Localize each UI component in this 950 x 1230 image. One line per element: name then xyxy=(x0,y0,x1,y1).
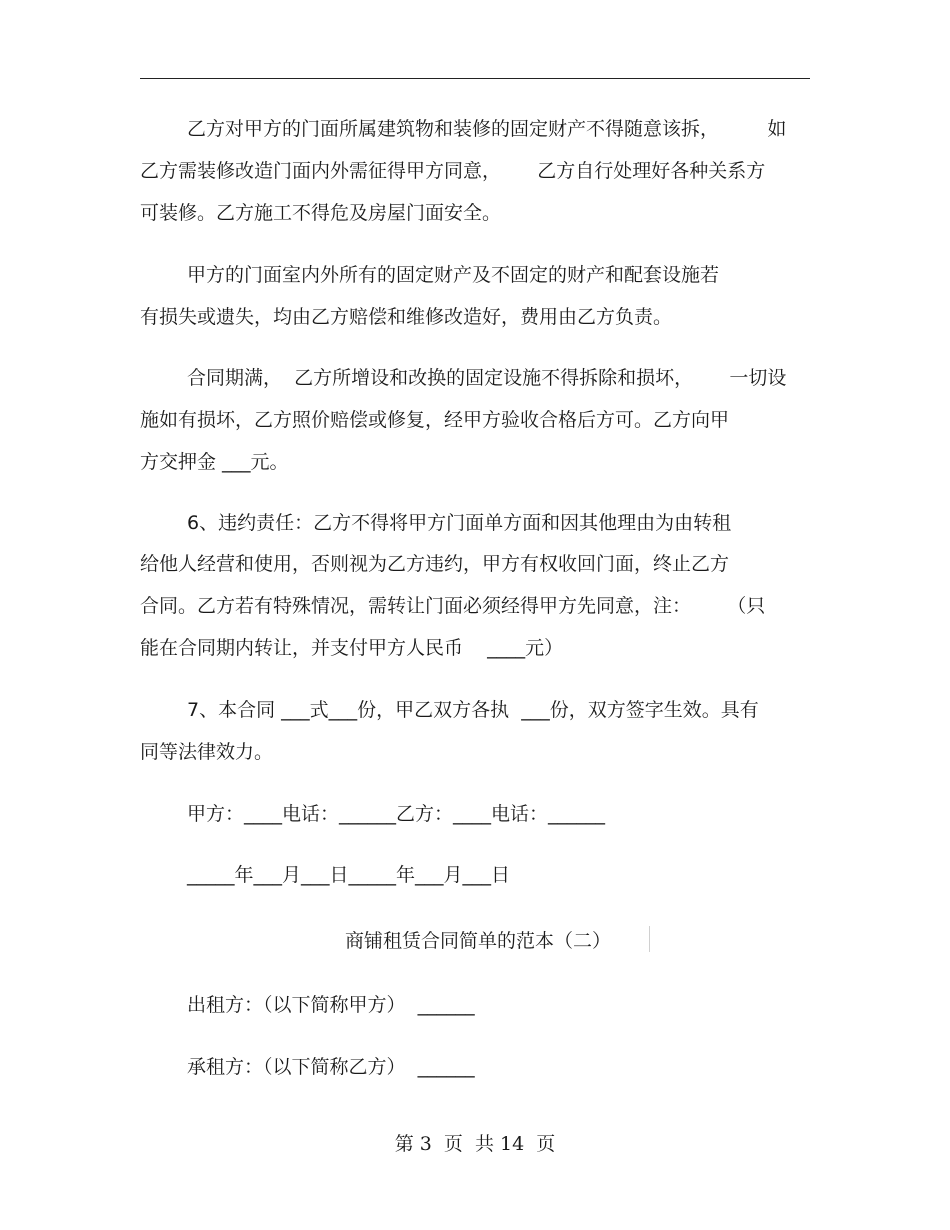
section-title: 商铺租赁合同简单的范本（二） xyxy=(345,930,612,952)
paragraph-line: 合同。乙方若有特殊情况，需转让门面必须经得甲方先同意，注： （只 xyxy=(140,595,766,617)
lessor-line: 出租方：（以下简称甲方） ______ xyxy=(187,994,475,1016)
paragraph-line: 有损失或遗失，均由乙方赔偿和维修改造好，费用由乙方负责。 xyxy=(140,306,673,328)
paragraph-line: 同等法律效力。 xyxy=(140,741,274,763)
paragraph-line: 乙方对甲方的门面所属建筑物和装修的固定财产不得随意该拆， 如 xyxy=(187,118,787,140)
paragraph-line: 甲方的门面室内外所有的固定财产及不固定的财产和配套设施若 xyxy=(187,264,720,286)
page-footer: 第 3 页 共 14 页 xyxy=(394,1133,556,1155)
date-line: _____年___月___日_____年___月___日 xyxy=(187,864,511,886)
header-rule xyxy=(140,78,810,79)
paragraph-line: 能在合同期内转让，并支付甲方人民币 ____元） xyxy=(140,637,564,659)
paragraph-line: 可装修。乙方施工不得危及房屋门面安全。 xyxy=(140,202,502,224)
signature-line: 甲方：____电话：______乙方：____电话：______ xyxy=(187,803,606,825)
paragraph-line: 7、本合同 ___式___份，甲乙双方各执 ___份，双方签字生效。具有 xyxy=(187,699,759,721)
lessee-line: 承租方：（以下简称乙方） ______ xyxy=(187,1056,475,1078)
paragraph-line: 乙方需装修改造门面内外需征得甲方同意， 乙方自行处理好各种关系方 xyxy=(140,160,766,182)
paragraph-line: 给他人经营和使用，否则视为乙方违约，甲方有权收回门面，终止乙方 xyxy=(140,553,730,575)
paragraph-line: 合同期满， 乙方所增设和改换的固定设施不得拆除和损坏， 一切设 xyxy=(187,367,787,389)
section-marker xyxy=(649,926,650,952)
paragraph-line: 施如有损坏，乙方照价赔偿或修复，经甲方验收合格后方可。乙方向甲 xyxy=(140,409,730,431)
paragraph-line: 6、违约责任：乙方不得将甲方门面单方面和因其他理由为由转租 xyxy=(187,512,732,534)
paragraph-line: 方交押金 ___元。 xyxy=(140,451,289,473)
